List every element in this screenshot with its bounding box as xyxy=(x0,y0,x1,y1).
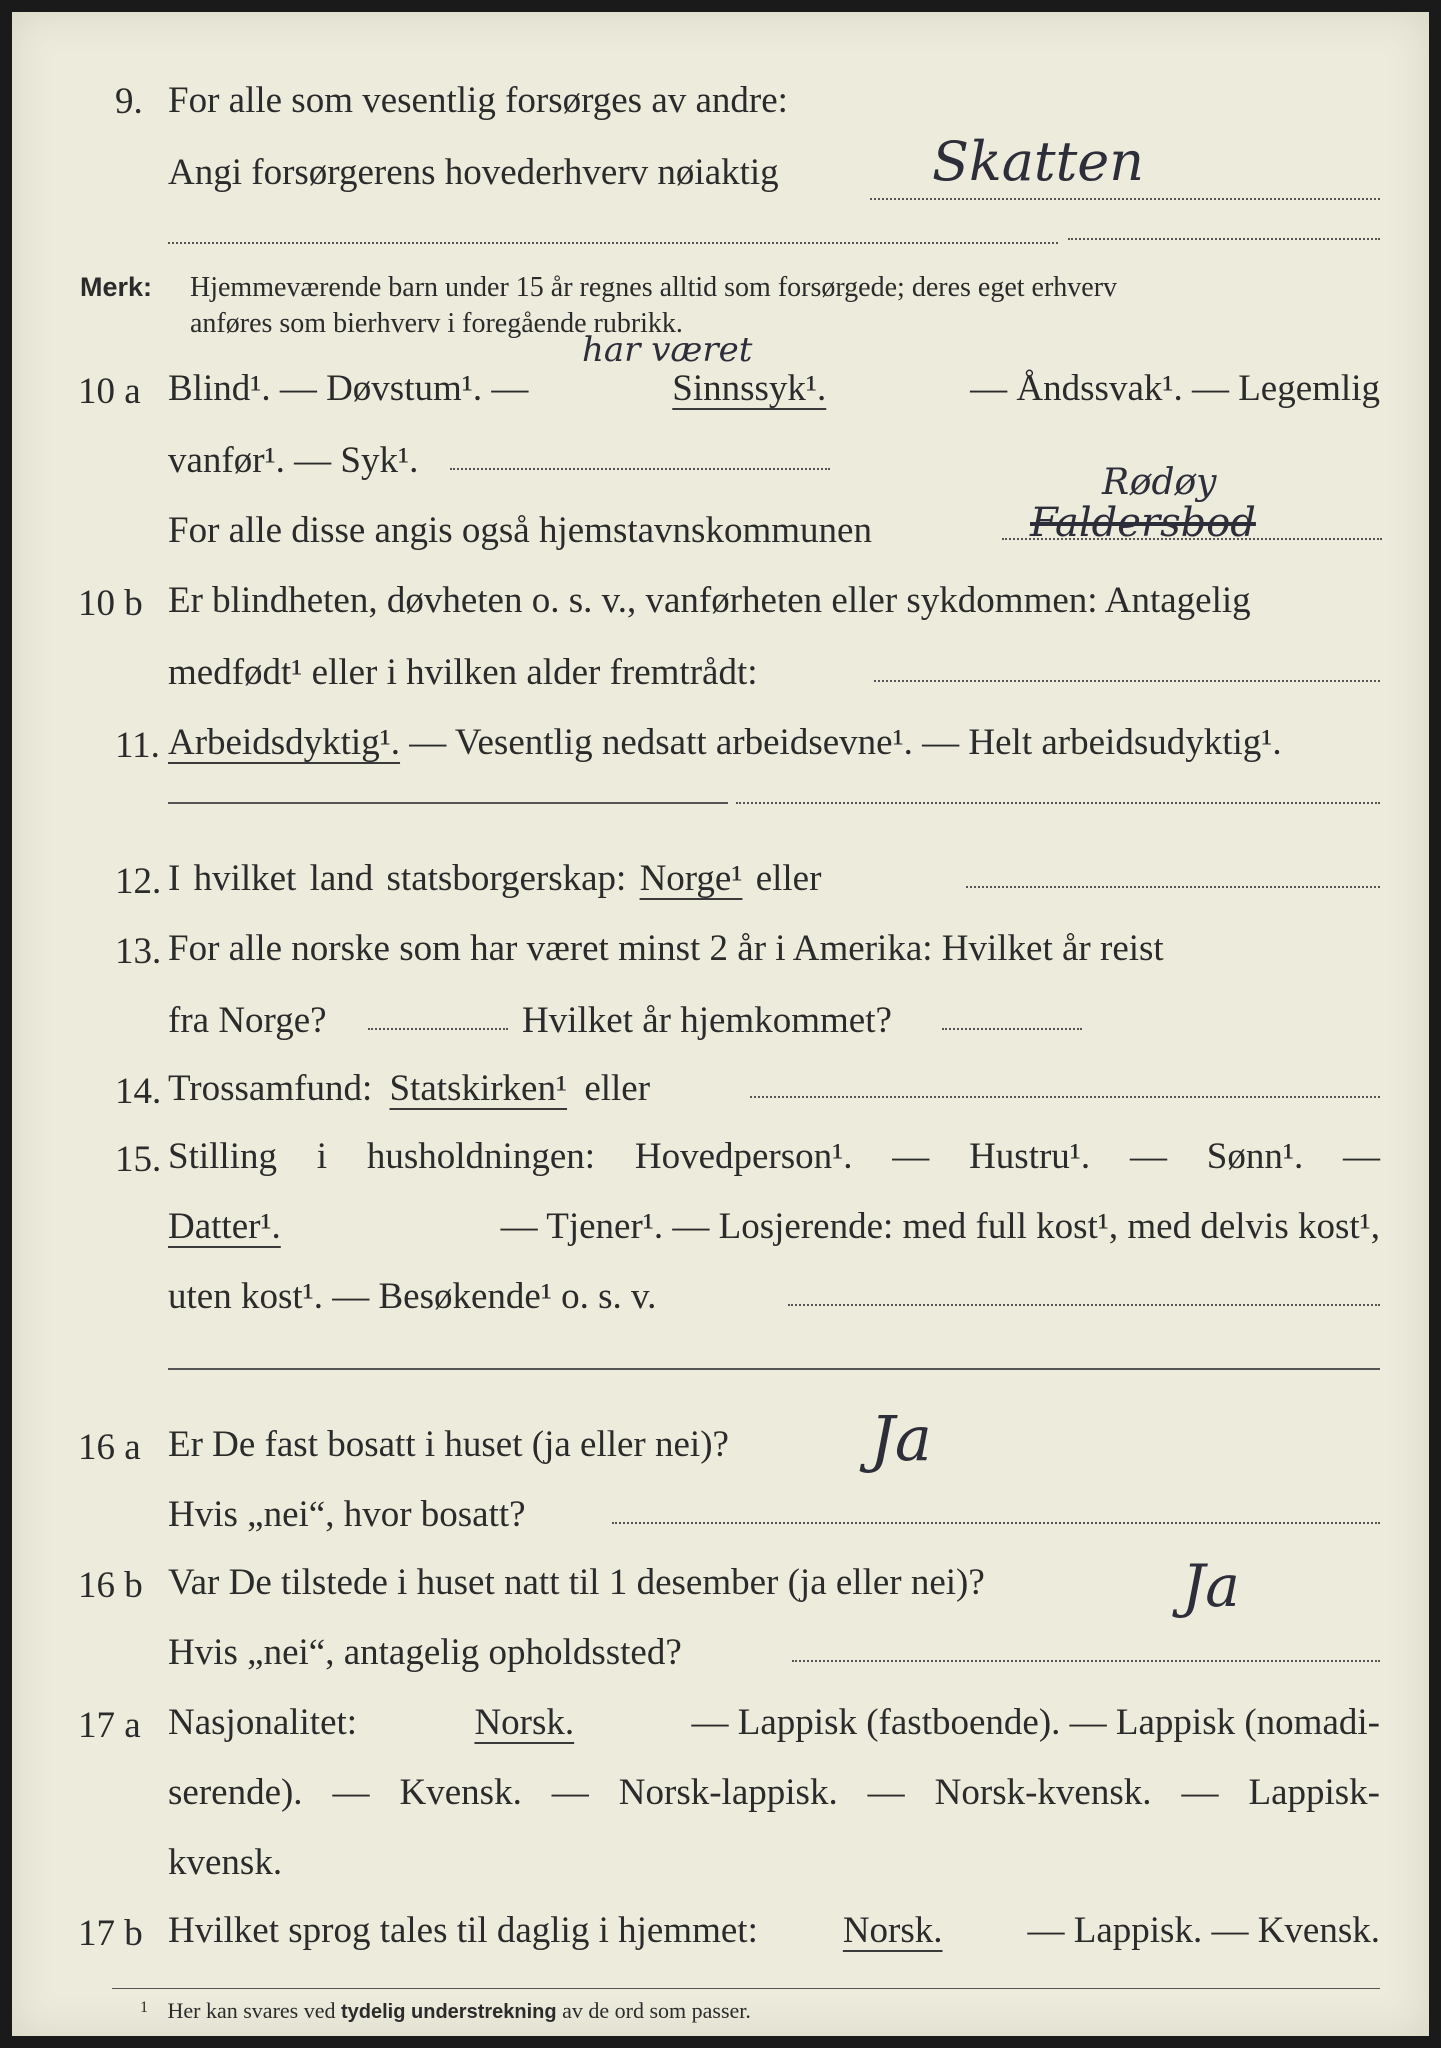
q9-extra-dotline-2 xyxy=(1068,238,1380,240)
q12-dotline xyxy=(966,886,1380,888)
q10a-handwritten-crossed-out: Faldersbod xyxy=(1030,500,1256,546)
q10a-options-a: Blind¹. — Døvstum¹. — xyxy=(168,368,529,409)
q12-line xyxy=(168,860,821,897)
q9-number: 9. xyxy=(115,81,143,122)
q15-line2 xyxy=(168,1208,1380,1245)
q10a-number: 10 a xyxy=(78,371,141,412)
q16b-line1: Var De tilstede i huset natt til 1 desember (ja eller nei)? xyxy=(168,1562,985,1603)
q10a-line3: For alle disse angis også hjemstavnskommunen xyxy=(168,510,872,551)
q14-question: Trossamfund: xyxy=(168,1068,373,1109)
q9-line1: For alle som vesentlig forsørges av andre: xyxy=(168,80,788,121)
q9-answer-dotline xyxy=(870,198,1380,200)
q14-eller: eller xyxy=(584,1068,651,1109)
q10a-syk-dotline xyxy=(450,468,830,470)
q12-number: 12. xyxy=(115,861,162,902)
q10b-number: 10 b xyxy=(78,583,143,624)
q16b-line2: Hvis „nei“, antagelig opholdssted? xyxy=(168,1632,682,1673)
q15-line3: uten kost¹. — Besøkende¹ o. s. v. xyxy=(168,1276,657,1317)
q11-dotline xyxy=(736,802,1380,804)
q14-number: 14. xyxy=(115,1071,162,1112)
footnote-text-a: Her kan svares ved xyxy=(167,1998,336,2023)
q17a-line3: kvensk. xyxy=(168,1842,283,1883)
q14-line xyxy=(168,1070,650,1107)
q16b-number: 16 b xyxy=(78,1565,143,1606)
q16a-line1: Er De fast bosatt i huset (ja eller nei)? xyxy=(168,1424,729,1465)
q12-question: I hvilket land statsborgerskap: xyxy=(168,858,627,899)
q10b-line2: medfødt¹ eller i hvilken alder fremtrådt: xyxy=(168,652,758,693)
q14-dotline xyxy=(750,1096,1380,1098)
footnote-marker: 1 xyxy=(140,1999,148,2016)
q10a-line2: vanfør¹. — Syk¹. xyxy=(168,440,419,481)
q10a-line1 xyxy=(168,370,1380,407)
q16b-dotline xyxy=(792,1660,1380,1662)
q10a-options-b: — Åndssvak¹. — Legemlig xyxy=(970,368,1380,409)
q15-number: 15. xyxy=(115,1139,162,1180)
q12-eller: eller xyxy=(755,858,822,899)
q13-reist-dotline xyxy=(368,1028,508,1030)
q11-line xyxy=(168,724,1282,761)
q9-extra-dotline xyxy=(168,242,1058,244)
q11-rule xyxy=(168,802,728,804)
q9-line2: Angi forsørgerens hovederhverv nøiaktig xyxy=(168,152,779,193)
q17a-line2: serende). — Kvensk. — Norsk-lappisk. — Norsk-kvensk. — Lappisk- xyxy=(168,1772,1380,1813)
q10b-dotline xyxy=(874,680,1380,682)
q17a-options: — Lappisk (fastboende). — Lappisk (nomadi- xyxy=(691,1702,1380,1743)
q13-hjemkommet-dotline xyxy=(942,1028,1082,1030)
q15-line1: Stilling i husholdningen: Hovedperson¹. — Hustru¹. — Sønn¹. — xyxy=(168,1136,1380,1177)
footnote-text-emphasis: tydelig understrekning xyxy=(341,2001,557,2023)
footnote-rule xyxy=(112,1988,1380,1989)
q17a-line1 xyxy=(168,1704,1380,1741)
q12-norge-underlined: Norge¹ xyxy=(639,858,743,899)
merk-line1: Hjemmeværende barn under 15 år regnes alltid som forsørgede; deres eget erhverv xyxy=(190,272,1118,303)
q13-line1: For alle norske som har været minst 2 år i Amerika: Hvilket år reist xyxy=(168,928,1164,969)
q11-options: — Vesentlig nedsatt arbeidsevne¹. — Helt arbeidsudyktig¹. xyxy=(409,722,1282,763)
q17b-number: 17 b xyxy=(78,1913,143,1954)
census-form-page xyxy=(12,12,1429,2036)
footnote xyxy=(140,2000,751,2022)
q15-rule xyxy=(168,1368,1380,1370)
q10b-line1: Er blindheten, døvheten o. s. v., vanførheten eller sykdommen: Antagelig xyxy=(168,580,1251,621)
q10a-handwritten-annotation: har været xyxy=(582,330,753,370)
q17b-question: Hvilket sprog tales til daglig i hjemmet: xyxy=(168,1910,758,1951)
q13-line2a: fra Norge? xyxy=(168,1000,327,1041)
merk-line2: anføres som bierhverv i foregående rubrikk. xyxy=(190,308,683,339)
q15-options: — Tjener¹. — Losjerende: med full kost¹, med delvis kost¹, xyxy=(500,1206,1380,1247)
q16a-handwritten-answer: Ja xyxy=(870,1402,932,1475)
q11-number: 11. xyxy=(115,725,160,766)
q16b-handwritten-answer: Ja xyxy=(1182,1552,1240,1620)
q17a-question: Nasjonalitet: xyxy=(168,1702,358,1743)
footnote-text-c: av de ord som passer. xyxy=(562,1998,751,2023)
q9-handwritten-answer: Skatten xyxy=(932,130,1145,193)
q15-dotline xyxy=(788,1304,1380,1306)
q17b-norsk-underlined: Norsk. xyxy=(842,1910,943,1951)
q17b-options: — Lappisk. — Kvensk. xyxy=(1027,1910,1380,1951)
q17a-norsk-underlined: Norsk. xyxy=(474,1702,575,1743)
q14-statskirken-underlined: Statskirken¹ xyxy=(389,1068,568,1109)
q10a-sinnssyk-underlined: Sinnssyk¹. xyxy=(672,368,827,409)
q11-arbeidsdyktig-underlined: Arbeidsdyktig¹. xyxy=(168,722,401,763)
q13-number: 13. xyxy=(115,931,162,972)
q13-line2b: Hvilket år hjemkommet? xyxy=(522,1000,892,1041)
q17a-number: 17 a xyxy=(78,1705,141,1746)
q17b-line xyxy=(168,1912,1380,1949)
q16a-number: 16 a xyxy=(78,1427,141,1468)
merk-label: Merk: xyxy=(80,272,153,302)
q10a-handwritten-answer: Rødøy xyxy=(1102,462,1217,503)
q16a-line2: Hvis „nei“, hvor bosatt? xyxy=(168,1494,526,1535)
q15-datter-underlined: Datter¹. xyxy=(168,1206,281,1247)
q16a-dotline xyxy=(612,1522,1380,1524)
